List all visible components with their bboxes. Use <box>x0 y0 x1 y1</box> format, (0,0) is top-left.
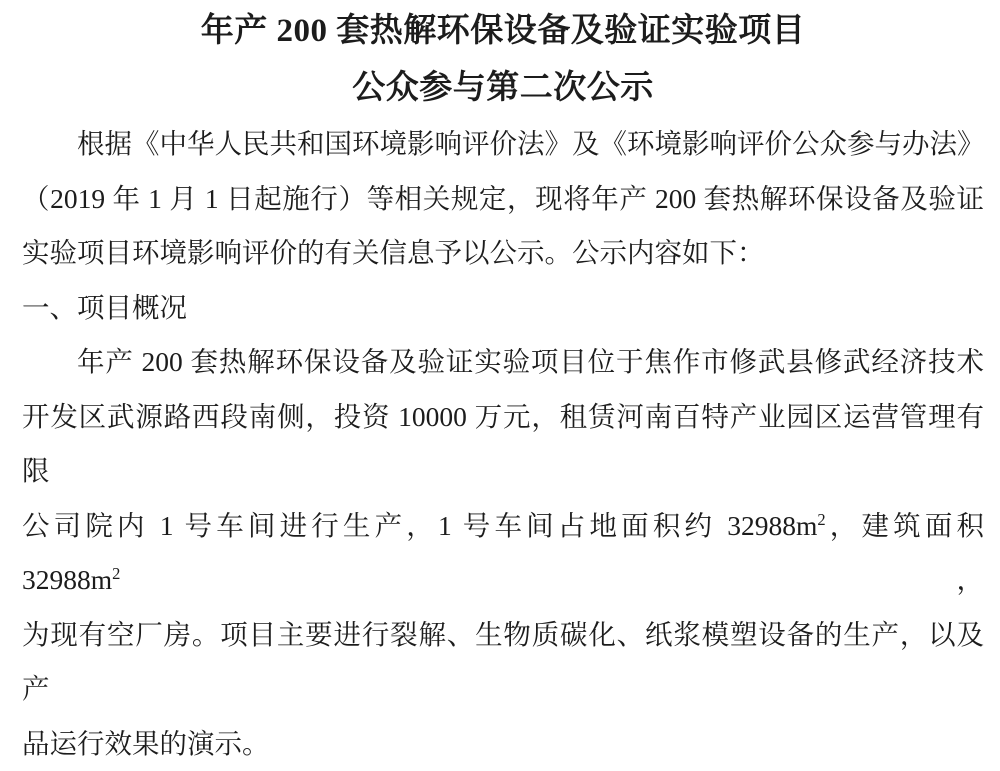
section-1-paragraph-line-4: 为现有空厂房。项目主要进行裂解、生物质碳化、纸浆模塑设备的生产，以及产 <box>22 608 984 717</box>
paragraph-1-line-1: 根据《中华人民共和国环境影响评价法》及《环境影响评价公众参与办法》 <box>22 117 984 172</box>
paragraph-1-line-3: 实验项目环境影响评价的有关信息予以公示。公示内容如下： <box>22 226 984 281</box>
document-title-line-1: 年产 200 套热解环保设备及验证实验项目 <box>22 3 984 60</box>
section-1-paragraph-line-1: 年产 200 套热解环保设备及验证实验项目位于焦作市修武县修武经济技术 <box>22 335 984 390</box>
section-1-paragraph-line-3 <box>22 499 984 608</box>
square-meter-superscript: 2 <box>112 564 120 583</box>
section-1-paragraph-line-3-text: ， <box>120 564 984 595</box>
paragraph-1-line-2: （2019 年 1 月 1 日起施行）等相关规定，现将年产 200 套热解环保设备及验证 <box>22 172 984 227</box>
section-1-paragraph-line-5: 品运行效果的演示。 <box>22 717 984 771</box>
section-1-paragraph-line-2: 开发区武源路西段南侧，投资 10000 万元，租赁河南百特产业园区运营管理有限 <box>22 390 984 499</box>
section-1-paragraph-line-3-text: ，建筑面积 32988m <box>22 510 984 596</box>
section-1-paragraph-line-3-text: 公司院内 1 号车间进行生产，1 号车间占地面积约 32988m <box>22 510 817 541</box>
section-1-heading: 一、项目概况 <box>22 281 984 336</box>
square-meter-superscript: 2 <box>817 509 825 528</box>
document-title-line-2: 公众参与第二次公示 <box>22 60 984 117</box>
